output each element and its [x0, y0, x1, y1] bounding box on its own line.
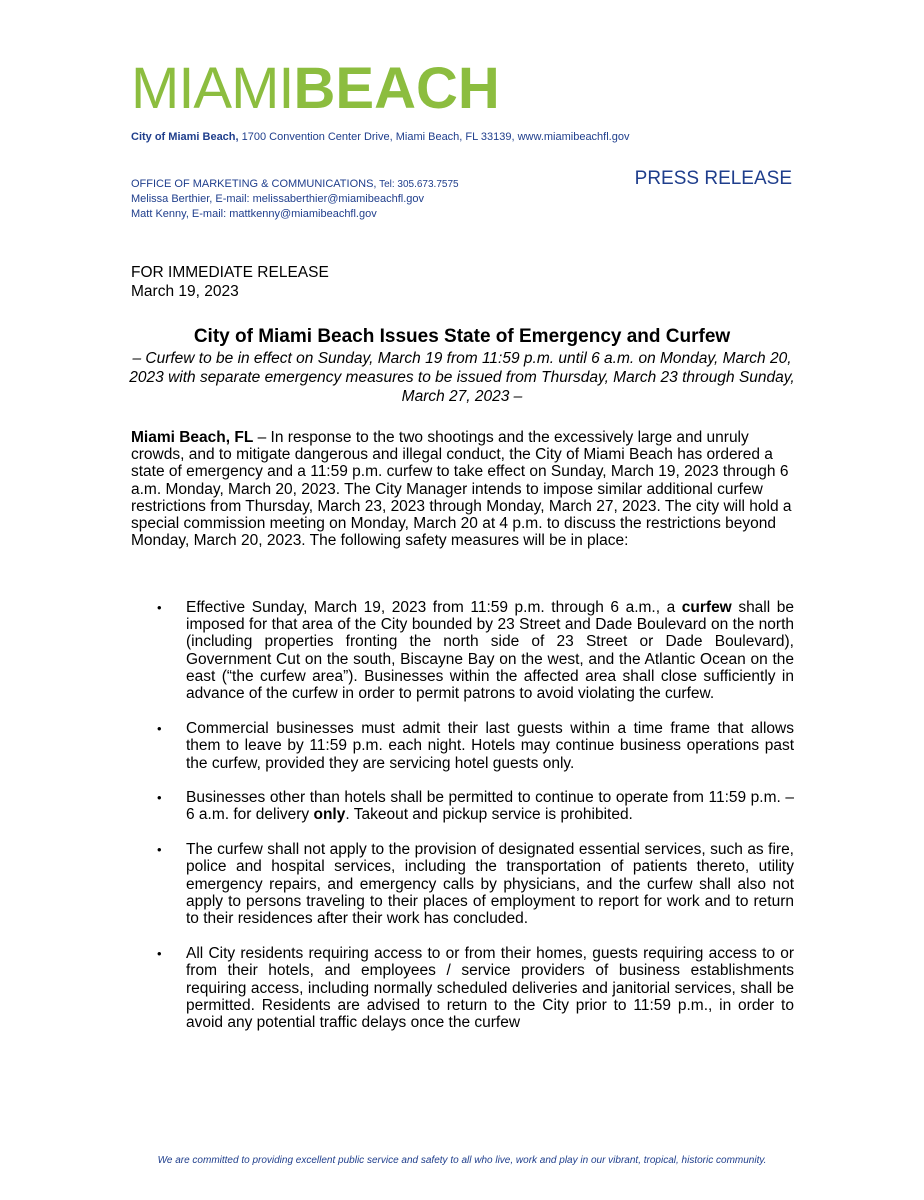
headline [120, 326, 804, 406]
press-release-label: PRESS RELEASE [634, 168, 792, 189]
bullet-1-text: Effective Sunday, March 19, 2023 from 11:59 p.m. through 6 a.m., a [186, 599, 682, 616]
headline-title: City of Miami Beach Issues State of Emergency and Curfew [193, 326, 731, 347]
contact-kenny: Matt Kenny, E-mail: mattkenny@miamibeachfl.gov [131, 208, 377, 220]
list-item [131, 945, 794, 1031]
contact-berthier: Melissa Berthier, E-mail: melissaberthier@miamibeachfl.gov [131, 193, 424, 205]
safety-measures-list [131, 599, 794, 1031]
bullet-2-text: Commercial businesses must admit their last guests within a time frame that allows them to leave by 11:59 p.m. each night. Hotels may continue business operations past the curfew, provided they are servicing hotel guests only. [186, 720, 794, 772]
headline-subtitle: – Curfew to be in effect on Sunday, March 19 from 11:59 p.m. until 6 a.m. on Monday, March 20, 2023 with separate emergency measures to be issued from Thursday, March 23 through Sunday, March 27, 2023 – [129, 350, 795, 405]
bullet-dot: • [157, 600, 162, 615]
bullet-3-text-end: . Takeout and pickup service is prohibited. [345, 806, 633, 824]
logo-beach: BEACH [293, 56, 500, 121]
office-name: OFFICE OF MARKETING & COMMUNICATIONS, [131, 178, 377, 190]
bullet-5-text: All City residents requiring access to or from their homes, guests requiring access to or from their hotels, and employees / service providers of business establishments requiring access, including normally scheduled deliveries and janitorial services, shall be permitted. Residents are advised to return to the City prior to 11:59 p.m., in order to avoid any potential traffic delays once the curfew [186, 945, 794, 1032]
release-date: March 19, 2023 [131, 283, 239, 300]
office-line [131, 177, 459, 192]
bullet-4-text: The curfew shall not apply to the provision of designated essential services, such as fire, police and hospital services, including the transportation of patients thereto, utility emergency repairs, and emergency calls by physicians, and the curfew shall also not apply to persons traveling to their places of employment to report for work and to return to their residences after their work has concluded. [186, 841, 794, 928]
release-info [131, 263, 329, 301]
bullet-dot: • [157, 946, 162, 962]
dateline: Miami Beach, FL [131, 429, 254, 446]
city-address: 1700 Convention Center Drive, Miami Beach, FL 33139, www.miamibeachfl.gov [238, 131, 630, 143]
city-name: City of Miami Beach, [131, 131, 239, 143]
bullet-3-bold: only [313, 806, 346, 824]
list-item [131, 720, 794, 772]
lead-paragraph [131, 429, 795, 549]
office-contacts [131, 177, 459, 222]
logo-miami: MIAMI [131, 56, 294, 121]
miami-beach-logo [131, 56, 500, 121]
list-item [131, 789, 794, 823]
city-address-line [131, 131, 629, 143]
release-label: FOR IMMEDIATE RELEASE [131, 264, 329, 281]
bullet-dot: • [157, 842, 162, 858]
office-tel: Tel: 305.673.7575 [376, 179, 459, 190]
list-item [131, 599, 794, 702]
bullet-1-bold: curfew [681, 599, 732, 616]
bullet-1-text-end: shall be imposed for that area of the City bounded by 23 Street and Dade Boulevard on the north (including properties fronting the north side of 23 Street or Dade Boulevard), Government Cut on the south, Biscayne Bay on the west, and the Atlantic Ocean on the east (“the curfew area”). Businesses within the affected area shall close sufficiently in advance of the curfew in order to permit patrons to avoid violating the curfew. [186, 599, 794, 703]
lead-text: – In response to the two shootings and the excessively large and unruly crowds, and to mitigate dangerous and illegal conduct, the City of Miami Beach has ordered a state of emergency and a 11:59 p.m. curfew to take effect on Sunday, March 19, 2023 through 6 a.m. Monday, March 20, 2023. The City Manager intends to impose similar additional curfew restrictions from Thursday, March 23, 2023 through Monday, March 27, 2023. The city will hold a special commission meeting on Monday, March 20 at 4 p.m. to discuss the restrictions beyond Monday, March 20, 2023. The following safety measures will be in place: [131, 429, 792, 550]
footer-commitment: We are committed to providing excellent public service and safety to all who live, work and play in our vibrant, tropical, historic community. [157, 1155, 767, 1166]
bullet-dot: • [157, 789, 162, 805]
list-item [131, 841, 794, 927]
bullet-3-text: Businesses other than hotels shall be permitted to continue to operate from 11:59 p.m. – 6 a.m. for delivery [186, 788, 794, 824]
bullet-dot: • [157, 721, 162, 737]
